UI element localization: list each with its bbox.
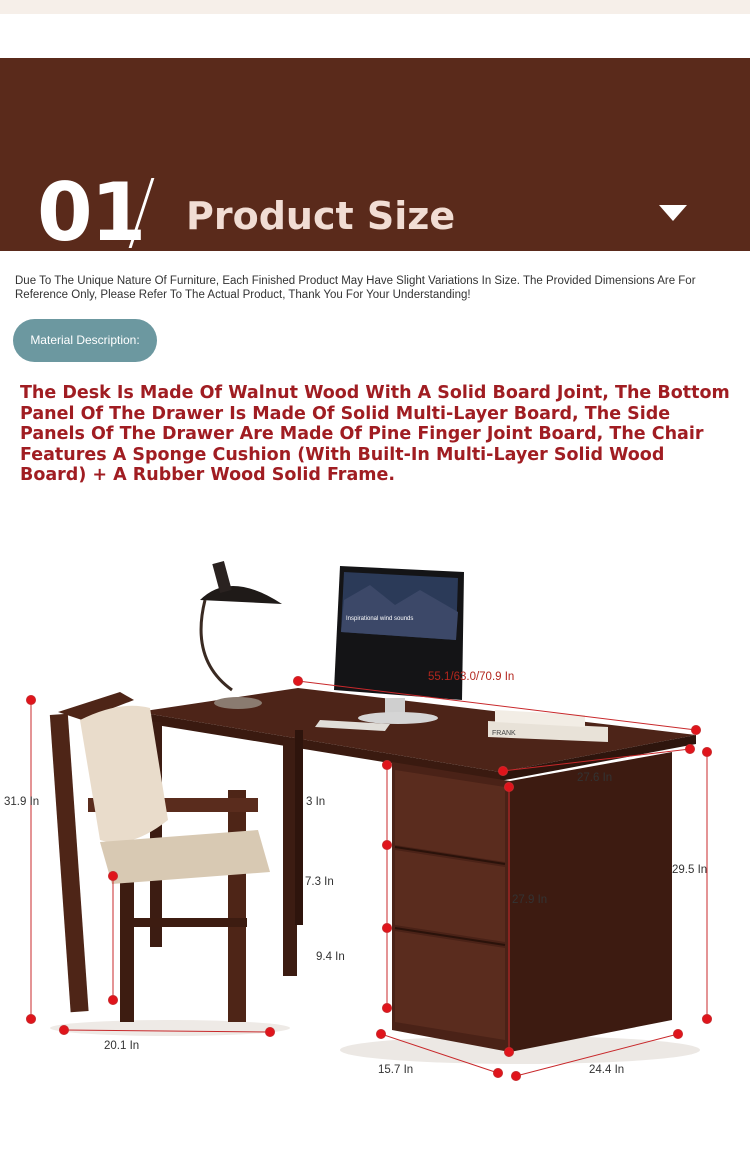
measure-dot — [266, 1028, 275, 1037]
measure-dot — [505, 783, 514, 792]
svg-text:Inspirational wind sounds: Inspirational wind sounds — [346, 616, 414, 622]
section-title: Product Size — [186, 194, 456, 238]
top-strip — [0, 0, 750, 14]
measure-dot — [686, 745, 695, 754]
measure-dot — [494, 1069, 503, 1078]
measure-dot — [383, 841, 392, 850]
measure-dot — [383, 924, 392, 933]
dim-chair-height: 31.9 In — [4, 796, 40, 808]
measure-dot — [692, 726, 701, 735]
dim-seat-depth: 3 In — [306, 796, 326, 808]
size-disclaimer: Due To The Unique Nature Of Furniture, Each Finished Product May Have Slight Variations In Size. The Provided Dimensions Are For Reference Only, Please Refer To The Actual Product, Thank You For Your Understanding! — [15, 275, 696, 301]
measure-dot — [383, 1004, 392, 1013]
desk-lamp — [200, 561, 282, 709]
measure-dot — [383, 761, 392, 770]
chevron-down-icon[interactable] — [659, 205, 687, 221]
material-description-button[interactable]: Material Description: — [13, 319, 157, 362]
dim-seat-height: 9.4 In — [316, 951, 345, 963]
dim-desk-depth: 24.4 In — [589, 1064, 625, 1076]
measure-dot — [294, 677, 303, 686]
section-number: 01 — [37, 166, 145, 259]
measure-dot — [512, 1072, 521, 1081]
dim-desk-height: 29.5 In — [672, 864, 708, 876]
dim-cabinet-width: 27.6 In — [577, 772, 613, 784]
dim-cabinet-depth: 15.7 In — [378, 1064, 414, 1076]
product-dimension-diagram — [0, 540, 750, 1100]
dim-armrest: 7.3 In — [305, 876, 334, 888]
dim-desk-length: 55.1/63.0/70.9 In — [428, 671, 515, 683]
measure-dot — [674, 1030, 683, 1039]
desk-chair-illustration — [0, 540, 750, 1100]
measure-dot — [377, 1030, 386, 1039]
measure-dot — [27, 696, 36, 705]
measure-dot — [703, 748, 712, 757]
svg-text:FRANK: FRANK — [492, 730, 516, 737]
measure-dot — [499, 767, 508, 776]
dim-chair-width: 20.1 In — [104, 1040, 140, 1052]
desk-leg-front — [283, 740, 297, 976]
drawer-3 — [395, 931, 505, 1040]
measure-dot — [703, 1015, 712, 1024]
dim-cabinet-height: 27.9 In — [512, 894, 548, 906]
measure-dot — [60, 1026, 69, 1035]
material-description-text: The Desk Is Made Of Walnut Wood With A Solid Board Joint, The Bottom Panel Of The Drawer Is Made Of Solid Multi-Layer Board, The Side Panels Of The Drawer Are Made Of Pine Finger Joint Board, The Chair Features A Sponge Cushion (With Built-In Multi-Layer Solid Wood Board) + A Rubber Wood Solid Frame. — [20, 383, 730, 485]
measure-dot — [109, 872, 118, 881]
measure-dot — [109, 996, 118, 1005]
section-header-banner[interactable] — [0, 58, 750, 259]
measure-dot — [505, 1048, 514, 1057]
measure-dot — [27, 1015, 36, 1024]
